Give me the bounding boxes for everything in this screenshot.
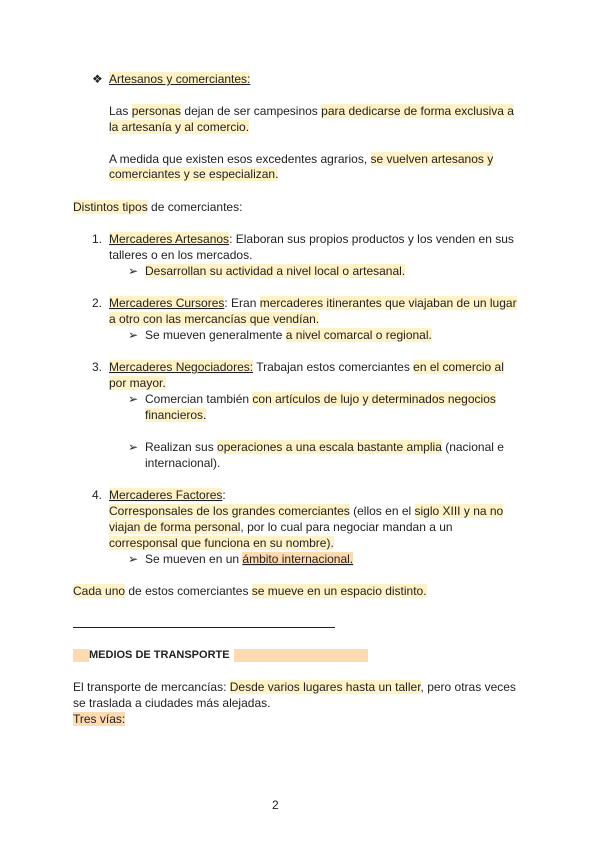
section-heading-transporte: MEDIOS DE TRANSPORTE: [89, 649, 230, 661]
section-heading-artesanos: Artesanos y comerciantes:: [109, 72, 251, 86]
arrow-bullet-icon: ➢: [128, 440, 139, 454]
tres-vias-label: Tres vías:: [73, 712, 126, 726]
paragraph-line: comerciantes y se especializan.: [109, 167, 279, 181]
sub-list-item: Comercian también con artículos de lujo y determinados negocios: [145, 392, 496, 406]
paragraph-line: A medida que existen esos excedentes agrarios, se vuelven artesanos y: [109, 152, 494, 166]
list-number: 1.: [92, 232, 103, 246]
diamond-bullet-icon: ❖: [92, 72, 103, 86]
types-intro: Distintos tipos de comerciantes:: [73, 200, 243, 214]
arrow-bullet-icon: ➢: [128, 552, 139, 566]
list-number: 3.: [92, 360, 103, 374]
sub-list-item-line: financieros.: [145, 408, 207, 422]
list-item-line: corresponsal que funciona en su nombre).: [109, 536, 334, 550]
closing-sentence: Cada uno de estos comerciantes se mueve en un espacio distinto.: [73, 584, 427, 598]
arrow-bullet-icon: ➢: [128, 328, 139, 342]
list-item-line: talleres o en los mercados.: [109, 248, 253, 262]
paragraph-line: se traslada a ciudades más alejadas.: [73, 696, 271, 710]
list-item: Mercaderes Artesanos: Elaboran sus propios productos y los venden en sus: [109, 232, 514, 246]
sub-list-item: Se mueven generalmente a nivel comarcal o regional.: [145, 328, 432, 342]
list-number: 2.: [92, 296, 103, 310]
page-number: 2: [272, 798, 279, 812]
list-item-line: Corresponsales de los grandes comerciantes (ellos en el siglo XIII y na no: [109, 504, 504, 518]
paragraph-line: la artesanía y al comercio.: [109, 120, 250, 134]
list-item: Mercaderes Negociadores: Trabajan estos comerciantes en el comercio al: [109, 360, 504, 374]
sub-list-item: Desarrollan su actividad a nivel local o artesanal.: [145, 264, 406, 278]
list-item-line: por mayor.: [109, 376, 166, 390]
list-item-line: a otro con las mercancías que vendían.: [109, 312, 320, 326]
paragraph-line: Las personas dejan de ser campesinos para dedicarse de forma exclusiva a: [109, 104, 514, 118]
list-item: Mercaderes Cursores: Eran mercaderes itinerantes que viajaban de un lugar: [109, 296, 517, 310]
list-item-line: viajan de forma personal, por lo cual para negociar mandan a un: [109, 520, 453, 534]
heading-highlight-left: [73, 649, 89, 662]
sub-list-item-line: internacional).: [145, 456, 221, 470]
arrow-bullet-icon: ➢: [128, 264, 139, 278]
paragraph-line: El transporte de mercancías: Desde varios lugares hasta un taller, pero otras veces: [73, 680, 516, 694]
horizontal-rule: [73, 627, 335, 628]
heading-highlight-right: [234, 649, 368, 662]
arrow-bullet-icon: ➢: [128, 392, 139, 406]
list-item: Mercaderes Factores:: [109, 488, 226, 502]
sub-list-item: Realizan sus operaciones a una escala bastante amplia (nacional e: [145, 440, 504, 454]
list-number: 4.: [92, 488, 103, 502]
sub-list-item: Se mueven en un ámbito internacional.: [145, 552, 354, 566]
